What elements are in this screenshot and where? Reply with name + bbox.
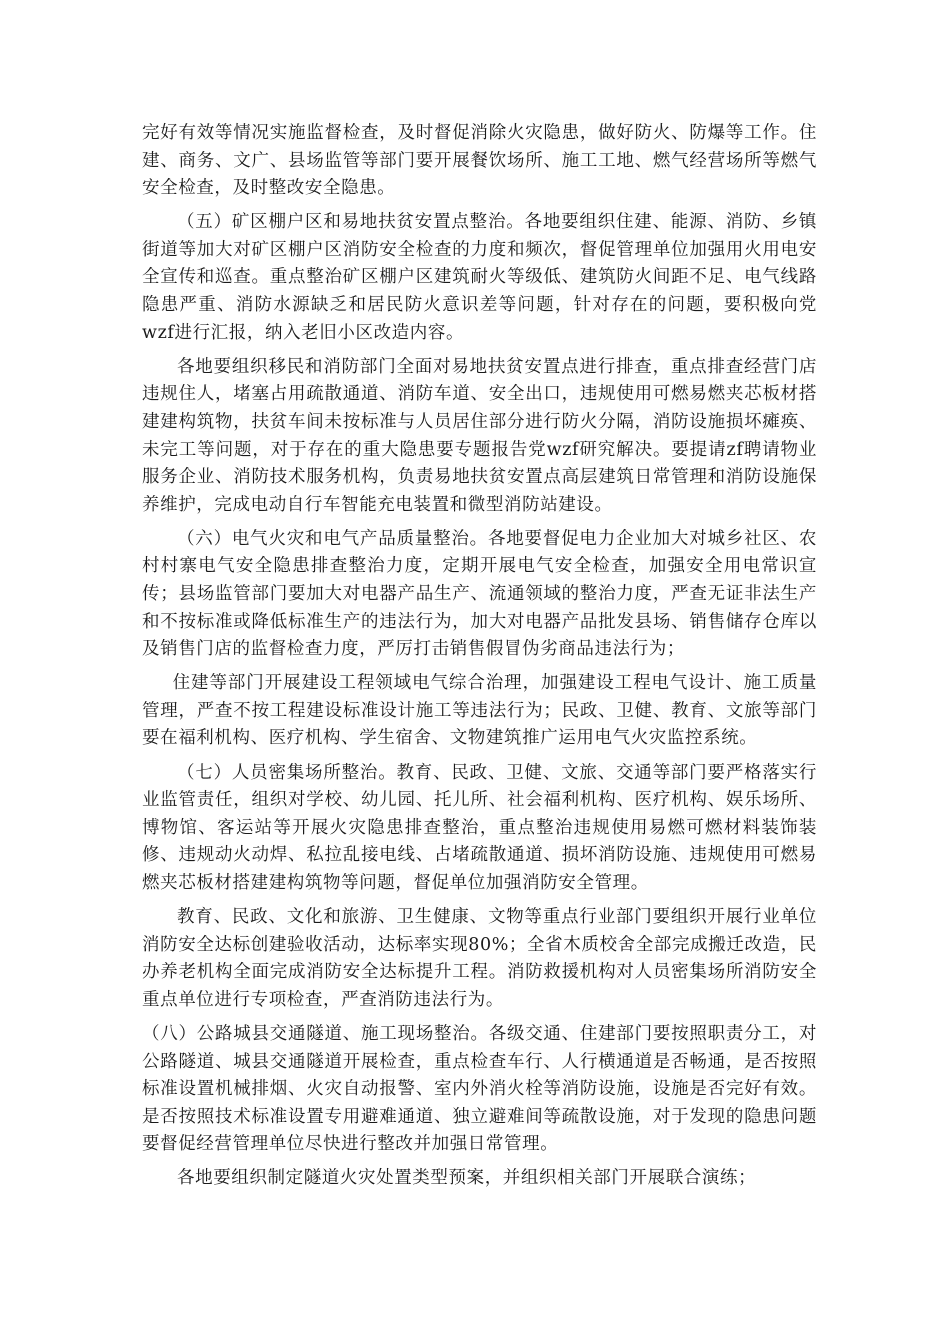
paragraph-4: （六）电气火灾和电气产品质量整治。各地要督促电力企业加大对城乡社区、农村村寨电气安全隐患排查整治力度，定期开展电气安全检查，加强安全用电常识宣传；县场监管部门要加大对电器产品生产、流通领域的整治力度，严查无证非法生产和不按标准或降低标准生产的违法行为，加大对电器产品批发县场、销售储存仓库以及销售门店的监督检查力度，严厉打击销售假冒伪劣商品违法行为；: [142, 528, 817, 660]
paragraph-7: 教育、民政、文化和旅游、卫生健康、文物等重点行业部门要组织开展行业单位消防安全达标创建验收活动，达标率实现80%；全省木质校舍全部完成搬迁改造，民办养老机构全面完成消防安全达标提升工程。消防救援机构对人员密集场所消防安全重点单位进行专项检查，严查消防违法行为。: [142, 907, 817, 1010]
paragraph-9: 各地要组织制定隧道火灾处置类型预案，并组织相关部门开展联合演练；: [177, 1168, 757, 1189]
paragraph-8: （八）公路城县交通隧道、施工现场整治。各级交通、住建部门要按照职责分工，对公路隧道、城县交通隧道开展检查，重点检查车行、人行横通道是否畅通，是否按照标准设置机械排烟、火灾自动报警、室内外消火栓等消防设施，设施是否完好有效。是否按照技术标准设置专用避难通道、独立避难间等疏散设施，对于发现的隐患问题要督促经营管理单位尽快进行整改并加强日常管理。: [142, 1023, 817, 1155]
paragraph-6: （七）人员密集场所整治。教育、民政、卫健、文旅、交通等部门要严格落实行业监管责任，组织对学校、幼儿园、托儿所、社会福利机构、医疗机构、娱乐场所、博物馆、客运站等开展火灾隐患排查整治，重点整治违规使用易燃可燃材料装饰装修、违规动火动焊、私拉乱接电线、占堵疏散通道、损坏消防设施、违规使用可燃易燃夹芯板材搭建建构筑物等问题，督促单位加强消防安全管理。: [142, 762, 817, 893]
paragraph-1: 完好有效等情况实施监督检查，及时督促消除火灾隐患，做好防火、防爆等工作。住建、商务、文广、县场监管等部门要开展餐饮场所、施工工地、燃气经营场所等燃气安全检查，及时整改安全隐患。: [142, 123, 817, 199]
paragraph-2: （五）矿区棚户区和易地扶贫安置点整治。各地要组织住建、能源、消防、乡镇街道等加大对矿区棚户区消防安全检查的力度和频次，督促管理单位加强用火用电安全宣传和巡查。重点整治矿区棚户区建筑耐火等级低、建筑防火间距不足、电气线路隐患严重、消防水源缺乏和居民防火意识差等问题，针对存在的问题，要积极向党wzf进行汇报，纳入老旧小区改造内容。: [142, 212, 817, 343]
paragraph-3: 各地要组织移民和消防部门全面对易地扶贫安置点进行排查，重点排查经营门店违规住人，堵塞占用疏散通道、消防车道、安全出口，违规使用可燃易燃夹芯板材搭建建构筑物，扶贫车间未按标准与人员居住部分进行防火分隔，消防设施损坏瘫痪、未完工等问题，对于存在的重大隐患要专题报告党wzf研究解决。要提请zf聘请物业服务企业、消防技术服务机构，负责易地扶贫安置点高层建筑日常管理和消防设施保养维护，完成电动自行车智能充电装置和微型消防站建设。: [142, 356, 817, 515]
document-body: [142, 120, 817, 1199]
paragraph-5: 住建等部门开展建设工程领域电气综合治理，加强建设工程电气设计、施工质量管理，严查不按工程建设标准设计施工等违法行为；民政、卫健、教育、文旅等部门要在福利机构、医疗机构、学生宿舍、文物建筑推广运用电气火灾监控系统。: [142, 673, 817, 749]
